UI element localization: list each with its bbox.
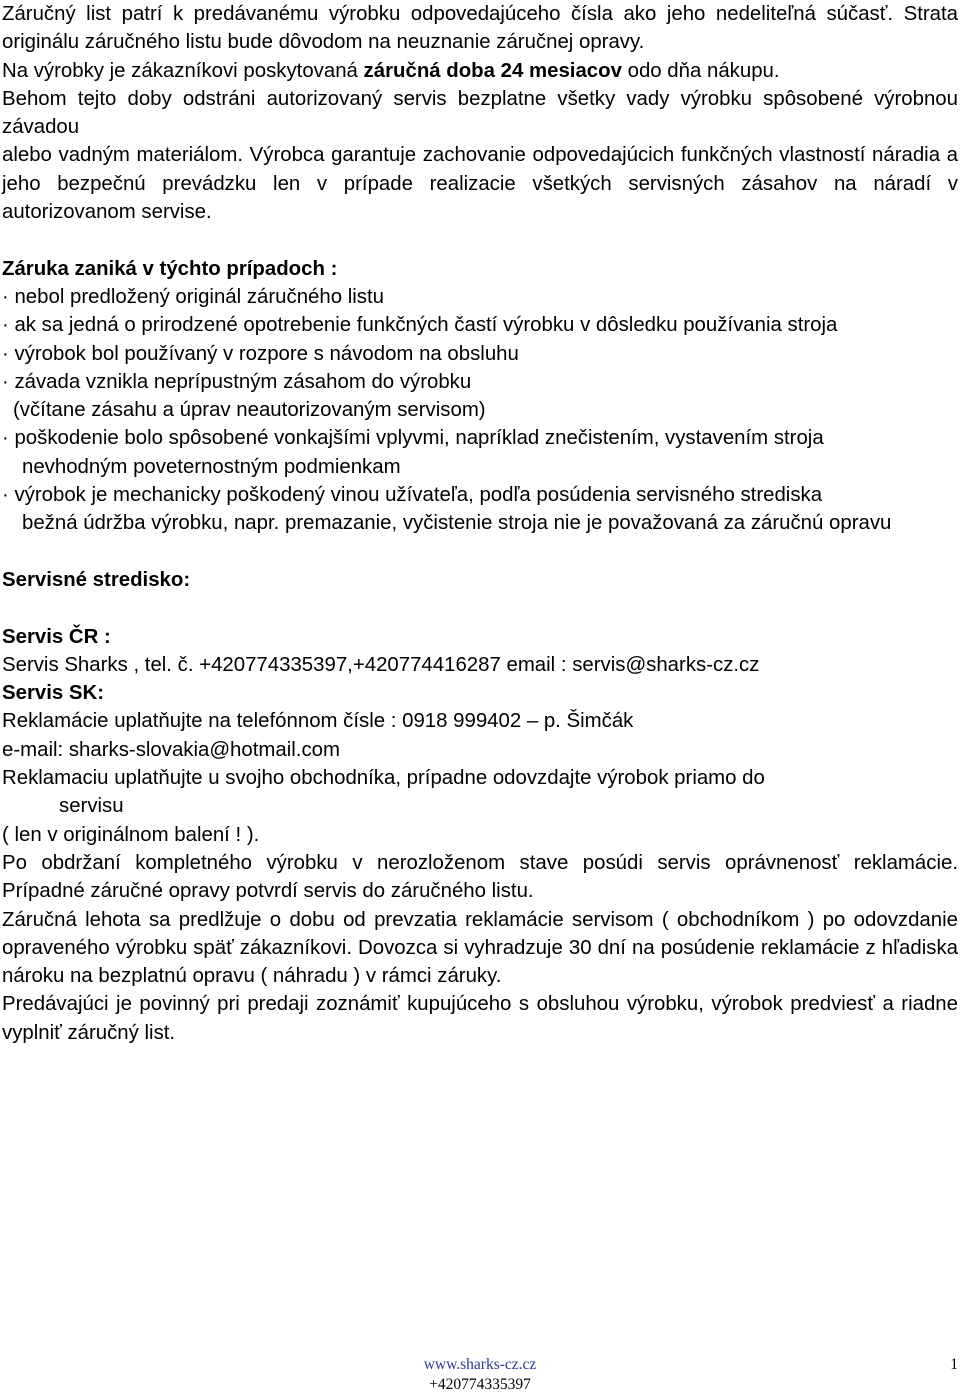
- spacer: [2, 226, 958, 254]
- reklamaciu-paragraph-cont: servisu: [59, 795, 124, 818]
- warranty-void-heading: Záruka zaniká v týchto prípadoch :: [2, 257, 338, 280]
- service-cr-heading: Servis ČR :: [2, 625, 111, 648]
- predavajuci-paragraph: Predávajúci je povinný pri predaji zoznámiť kupujúceho s obsluhou výrobku, výrobok predviesť a riadne vyplniť záručný list.: [2, 993, 958, 1044]
- page-footer: [0, 1355, 960, 1395]
- document-body: [2, 0, 958, 1047]
- warranty-period: záručná doba 24 mesiacov: [363, 59, 622, 82]
- page-number: 1: [950, 1356, 958, 1373]
- obdrzani-paragraph: Po obdržaní kompletného výrobku v nerozloženom stave posúdi servis oprávnenosť reklamácie. Prípadné záručné opravy potvrdí servis do záručného listu.: [2, 851, 958, 903]
- intro-paragraph-1: Záručný list patrí k predávanému výrobku odpovedajúceho čísla ako jeho nedeliteľná súčasť. Strata originálu záručného listu bude dôvodom na neuznanie záručnej opravy.: [2, 3, 958, 54]
- service-sk-email: e-mail: sharks-slovakia@hotmail.com: [2, 738, 340, 761]
- lehota-paragraph: Záručná lehota sa predlžuje o dobu od prevzatia reklamácie servisom ( obchodníkom ) po odovzdanie opraveného výrobku späť zákazníkovi. Dovozca si vyhradzuje 30 dní na posúdenie reklamácie z hľadiska nároku na bezplatnú opravu ( náhradu ) v rámci záruky.: [2, 908, 958, 988]
- footer-phone: +420774335397: [429, 1376, 531, 1393]
- footer-url[interactable]: www.sharks-cz.cz: [423, 1356, 537, 1373]
- intro-paragraph-3: Behom tejto doby odstráni autorizovaný servis bezplatne všetky vady výrobku spôsobené výrobnou závadou: [2, 87, 958, 139]
- void-item-2: · ak sa jedná o prirodzené opotrebenie funkčných častí výrobku v dôsledku používania stroja: [2, 314, 838, 337]
- void-item-6: · výrobok je mechanicky poškodený vinou užívateľa, podľa posúdenia servisného strediska: [2, 484, 823, 507]
- void-item-5-cont: nevhodným poveternostným podmienkam: [22, 455, 401, 478]
- balenie-note: ( len v originálnom balení ! ).: [2, 823, 260, 846]
- spacer: [2, 538, 958, 566]
- warranty-text-post: odo dňa nákupu.: [621, 59, 780, 82]
- void-item-3: · výrobok bol používaný v rozpore s návodom na obsluhu: [2, 342, 519, 365]
- service-sk-heading: Servis SK:: [2, 682, 105, 705]
- reklamaciu-paragraph: Reklamaciu uplatňujte u svojho obchodníka, prípadne odovzdajte výrobok priamo do: [2, 767, 765, 790]
- void-item-7: bežná údržba výrobku, napr. premazanie, vyčistenie stroja nie je považovaná za záručnú opravu: [22, 512, 892, 535]
- void-item-1: · nebol predložený originál záručného listu: [2, 285, 384, 308]
- service-sk-phone: Reklamácie uplatňujte na telefónnom čísle : 0918 999402 – p. Šimčák: [2, 710, 634, 733]
- intro-paragraph-4: alebo vadným materiálom. Výrobca garantuje zachovanie odpovedajúcich funkčných vlastností náradia a jeho bezpečnú prevádzku len v prípade realizacie všetkých servisných zásahov na náradí v autorizovanom servise.: [2, 144, 958, 224]
- service-cr-contact: Servis Sharks , tel. č. +420774335397,+420774416287 email : servis@sharks-cz.cz: [2, 653, 760, 676]
- void-item-4-cont: (včítane zásahu a úprav neautorizovaným servisom): [13, 399, 486, 422]
- spacer: [2, 594, 958, 622]
- void-item-4: · závada vznikla neprípustným zásahom do výrobku: [2, 370, 472, 393]
- intro-paragraph-2: [2, 57, 958, 85]
- warranty-text-pre: Na výrobky je zákazníkovi poskytovaná: [2, 59, 364, 82]
- service-heading: Servisné stredisko:: [2, 568, 191, 591]
- void-item-5: · poškodenie bolo spôsobené vonkajšími vplyvmi, napríklad znečistením, vystavením stroja: [2, 427, 824, 450]
